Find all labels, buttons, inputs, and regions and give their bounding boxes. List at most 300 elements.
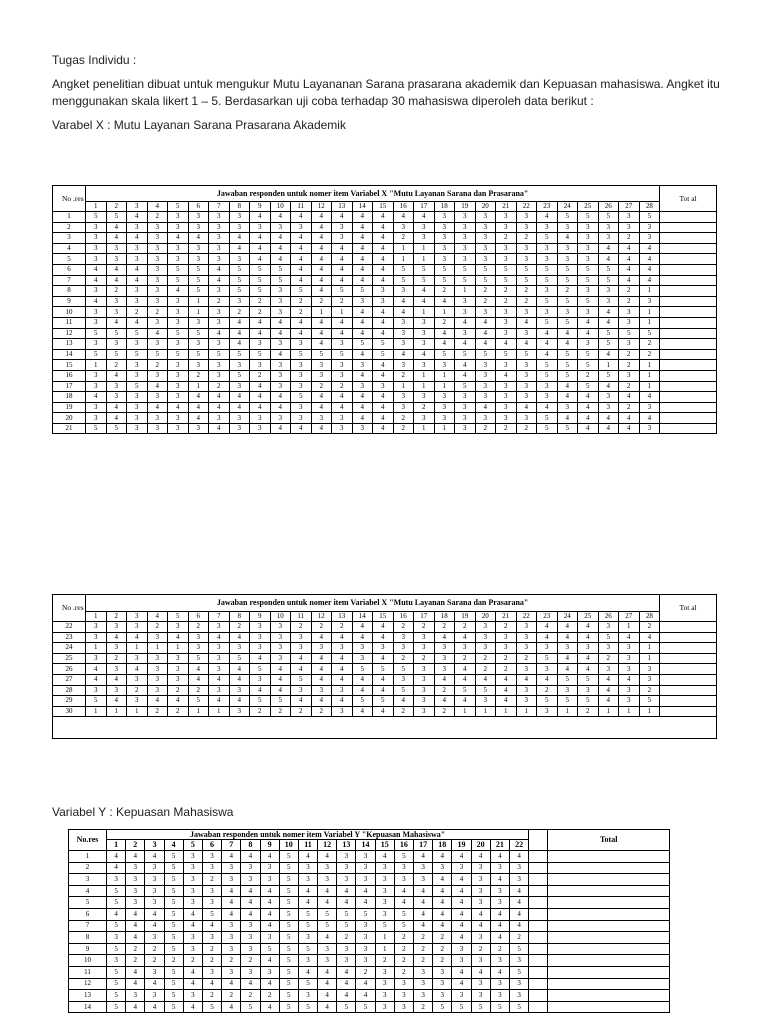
score-cell: 3 <box>516 328 537 339</box>
score-cell: 4 <box>598 381 619 392</box>
score-cell: 3 <box>516 254 537 265</box>
score-cell: 3 <box>598 392 619 403</box>
score-cell: 3 <box>496 360 517 371</box>
score-cell: 4 <box>337 978 356 990</box>
respondent-number-cell: 16 <box>53 370 86 381</box>
score-cell: 4 <box>250 381 271 392</box>
variable-x-table-part-2 <box>52 594 717 739</box>
table-row <box>53 381 717 392</box>
score-cell: 5 <box>260 943 279 955</box>
score-cell: 5 <box>557 296 578 307</box>
score-cell: 4 <box>598 696 619 707</box>
score-cell: 4 <box>126 966 145 978</box>
score-cell: 4 <box>578 653 599 664</box>
score-cell: 4 <box>311 233 332 244</box>
score-cell: 4 <box>352 349 373 360</box>
score-cell: 5 <box>291 674 312 685</box>
score-cell: 2 <box>332 622 353 633</box>
score-cell: 4 <box>452 978 471 990</box>
score-cell: 1 <box>434 370 455 381</box>
total-cell <box>548 885 670 897</box>
score-cell: 2 <box>145 955 164 967</box>
score-cell: 5 <box>168 349 189 360</box>
score-cell: 4 <box>145 851 164 863</box>
score-cell: 3 <box>639 233 660 244</box>
score-cell: 4 <box>332 674 353 685</box>
score-cell: 4 <box>337 990 356 1002</box>
score-cell: 4 <box>86 392 107 403</box>
score-cell: 3 <box>475 370 496 381</box>
respondent-number-cell: 5 <box>53 254 86 265</box>
score-cell: 5 <box>337 1001 356 1013</box>
score-cell: 3 <box>332 370 353 381</box>
blank-cell <box>529 862 548 874</box>
score-cell: 4 <box>168 286 189 297</box>
score-cell: 4 <box>188 413 209 424</box>
score-cell: 2 <box>393 423 414 434</box>
score-cell: 1 <box>147 643 168 654</box>
score-cell: 3 <box>147 254 168 265</box>
table-row <box>69 943 670 955</box>
table-row <box>53 643 717 654</box>
score-cell: 4 <box>311 696 332 707</box>
score-cell: 4 <box>434 296 455 307</box>
score-cell: 3 <box>145 932 164 944</box>
score-cell: 2 <box>455 653 476 664</box>
score-cell: 3 <box>375 966 394 978</box>
respondent-number-cell: 13 <box>69 990 107 1002</box>
score-cell: 3 <box>598 222 619 233</box>
score-cell: 3 <box>168 413 189 424</box>
score-cell: 4 <box>106 264 127 275</box>
score-cell: 5 <box>164 897 183 909</box>
score-cell: 5 <box>291 349 312 360</box>
score-cell: 3 <box>496 632 517 643</box>
score-cell: 3 <box>147 370 168 381</box>
blank-cell <box>529 966 548 978</box>
score-cell: 4 <box>475 674 496 685</box>
respondent-number-cell: 2 <box>53 222 86 233</box>
score-cell: 3 <box>127 339 148 350</box>
score-cell: 2 <box>516 233 537 244</box>
score-cell: 4 <box>352 264 373 275</box>
score-cell: 2 <box>250 307 271 318</box>
score-cell: 4 <box>337 897 356 909</box>
score-cell: 3 <box>393 339 414 350</box>
score-cell: 4 <box>455 339 476 350</box>
score-cell: 3 <box>475 392 496 403</box>
score-cell: 3 <box>471 978 490 990</box>
score-cell: 3 <box>557 402 578 413</box>
item-number-header: 3 <box>127 202 148 212</box>
score-cell: 3 <box>639 674 660 685</box>
score-cell: 3 <box>147 423 168 434</box>
score-cell: 3 <box>639 423 660 434</box>
score-cell: 3 <box>356 874 375 886</box>
score-cell: 4 <box>270 254 291 265</box>
total-cell <box>660 349 717 360</box>
total-cell <box>660 307 717 318</box>
score-cell: 5 <box>578 674 599 685</box>
score-cell: 5 <box>250 275 271 286</box>
score-cell: 3 <box>578 286 599 297</box>
score-cell: 3 <box>168 392 189 403</box>
table-row <box>53 413 717 424</box>
score-cell: 3 <box>496 402 517 413</box>
score-cell: 3 <box>414 328 435 339</box>
score-cell: 3 <box>106 254 127 265</box>
score-cell: 2 <box>619 233 640 244</box>
total-cell <box>660 674 717 685</box>
score-cell: 3 <box>537 243 558 254</box>
score-cell: 4 <box>373 317 394 328</box>
score-cell: 4 <box>619 392 640 403</box>
score-cell: 3 <box>496 392 517 403</box>
score-cell: 1 <box>188 307 209 318</box>
score-cell: 3 <box>598 664 619 675</box>
score-cell: 5 <box>107 1001 126 1013</box>
item-number-header: 13 <box>332 202 353 212</box>
score-cell: 3 <box>270 653 291 664</box>
score-cell: 3 <box>414 874 433 886</box>
score-cell: 3 <box>394 862 413 874</box>
score-cell: 4 <box>578 402 599 413</box>
score-cell: 4 <box>311 243 332 254</box>
score-cell: 4 <box>209 264 230 275</box>
score-cell: 4 <box>291 653 312 664</box>
score-cell: 5 <box>578 296 599 307</box>
score-cell: 5 <box>279 932 298 944</box>
score-cell: 2 <box>434 706 455 717</box>
table-row <box>69 897 670 909</box>
score-cell: 3 <box>475 233 496 244</box>
score-cell: 3 <box>222 874 241 886</box>
score-cell: 4 <box>509 851 528 863</box>
score-cell: 3 <box>168 296 189 307</box>
score-cell: 3 <box>414 643 435 654</box>
score-cell: 2 <box>164 955 183 967</box>
score-cell: 5 <box>352 286 373 297</box>
score-cell: 3 <box>475 254 496 265</box>
score-cell: 3 <box>475 381 496 392</box>
score-cell: 4 <box>106 317 127 328</box>
score-cell: 4 <box>183 966 202 978</box>
score-cell: 5 <box>279 908 298 920</box>
score-cell: 4 <box>373 264 394 275</box>
score-cell: 3 <box>106 622 127 633</box>
score-cell: 3 <box>222 966 241 978</box>
score-cell: 5 <box>164 851 183 863</box>
item-number-header: 8 <box>229 612 250 622</box>
score-cell: 3 <box>639 664 660 675</box>
score-cell: 5 <box>86 212 107 223</box>
total-cell <box>548 943 670 955</box>
score-cell: 4 <box>241 885 260 897</box>
item-number-header: 1 <box>86 612 107 622</box>
score-cell: 4 <box>578 328 599 339</box>
item-number-header: 13 <box>332 612 353 622</box>
score-cell: 1 <box>639 381 660 392</box>
table-row <box>53 222 717 233</box>
score-cell: 3 <box>229 413 250 424</box>
score-cell: 3 <box>414 339 435 350</box>
score-cell: 1 <box>414 243 435 254</box>
score-cell: 3 <box>639 222 660 233</box>
score-cell: 4 <box>311 653 332 664</box>
score-cell: 4 <box>352 674 373 685</box>
score-cell: 5 <box>373 339 394 350</box>
score-cell: 4 <box>127 212 148 223</box>
score-cell: 4 <box>183 1001 202 1013</box>
score-cell: 5 <box>279 885 298 897</box>
table-row <box>53 674 717 685</box>
score-cell: 3 <box>188 632 209 643</box>
score-cell: 4 <box>250 653 271 664</box>
score-cell: 5 <box>164 862 183 874</box>
respondent-number-cell: 7 <box>53 275 86 286</box>
total-cell <box>660 392 717 403</box>
score-cell: 3 <box>188 360 209 371</box>
score-cell: 3 <box>496 643 517 654</box>
score-cell: 3 <box>86 632 107 643</box>
score-cell: 5 <box>229 370 250 381</box>
score-cell: 5 <box>188 264 209 275</box>
score-cell: 3 <box>578 254 599 265</box>
score-cell: 4 <box>434 632 455 643</box>
score-cell: 3 <box>147 243 168 254</box>
score-cell: 4 <box>332 696 353 707</box>
score-cell: 3 <box>496 222 517 233</box>
score-cell: 5 <box>250 664 271 675</box>
table-row <box>53 212 717 223</box>
score-cell: 3 <box>147 264 168 275</box>
score-cell: 3 <box>168 307 189 318</box>
score-cell: 4 <box>127 664 148 675</box>
score-cell: 3 <box>168 360 189 371</box>
score-cell: 4 <box>414 212 435 223</box>
score-cell: 5 <box>291 286 312 297</box>
score-cell: 3 <box>188 212 209 223</box>
score-cell: 4 <box>168 402 189 413</box>
score-cell: 4 <box>229 674 250 685</box>
score-cell: 3 <box>260 932 279 944</box>
score-cell: 3 <box>145 966 164 978</box>
score-cell: 4 <box>147 328 168 339</box>
score-cell: 2 <box>311 622 332 633</box>
score-cell: 4 <box>291 275 312 286</box>
score-cell: 2 <box>332 381 353 392</box>
score-cell: 4 <box>202 920 221 932</box>
score-cell: 3 <box>337 943 356 955</box>
score-cell: 5 <box>164 990 183 1002</box>
blank-cell <box>529 874 548 886</box>
score-cell: 5 <box>270 264 291 275</box>
score-cell: 5 <box>318 920 337 932</box>
table-row <box>53 360 717 371</box>
score-cell: 5 <box>279 978 298 990</box>
score-cell: 5 <box>455 275 476 286</box>
score-cell: 3 <box>414 966 433 978</box>
score-cell: 5 <box>537 423 558 434</box>
score-cell: 4 <box>509 885 528 897</box>
respondent-number-cell: 22 <box>53 622 86 633</box>
score-cell: 4 <box>291 212 312 223</box>
score-cell: 3 <box>127 413 148 424</box>
score-cell: 3 <box>475 212 496 223</box>
score-cell: 5 <box>164 932 183 944</box>
score-cell: 3 <box>332 222 353 233</box>
score-cell: 4 <box>86 296 107 307</box>
score-cell: 4 <box>318 978 337 990</box>
score-cell: 5 <box>537 233 558 244</box>
score-cell: 4 <box>356 897 375 909</box>
no-res-header: No .res <box>53 595 86 622</box>
score-cell: 4 <box>250 243 271 254</box>
score-cell: 3 <box>311 413 332 424</box>
score-cell: 4 <box>126 932 145 944</box>
table-row <box>53 349 717 360</box>
score-cell: 2 <box>393 653 414 664</box>
score-cell: 1 <box>619 622 640 633</box>
score-cell: 4 <box>311 286 332 297</box>
score-cell: 4 <box>414 851 433 863</box>
total-cell <box>548 851 670 863</box>
score-cell: 2 <box>414 1001 433 1013</box>
blank-cell <box>529 920 548 932</box>
score-cell: 3 <box>352 381 373 392</box>
score-cell: 2 <box>202 943 221 955</box>
score-cell: 3 <box>106 664 127 675</box>
score-cell: 4 <box>452 920 471 932</box>
score-cell: 3 <box>202 932 221 944</box>
score-cell: 3 <box>516 381 537 392</box>
score-cell: 2 <box>147 212 168 223</box>
score-cell: 3 <box>393 643 414 654</box>
score-cell: 3 <box>452 943 471 955</box>
score-cell: 2 <box>209 296 230 307</box>
score-cell: 5 <box>127 328 148 339</box>
score-cell: 3 <box>311 685 332 696</box>
score-cell: 3 <box>188 423 209 434</box>
score-cell: 3 <box>455 643 476 654</box>
score-cell: 3 <box>455 296 476 307</box>
blank-cell <box>529 932 548 944</box>
score-cell: 3 <box>127 296 148 307</box>
score-cell: 2 <box>475 653 496 664</box>
score-cell: 3 <box>229 685 250 696</box>
score-cell: 5 <box>106 423 127 434</box>
item-number-header: 15 <box>373 612 394 622</box>
score-cell: 4 <box>260 908 279 920</box>
score-cell: 3 <box>393 222 414 233</box>
score-cell: 4 <box>260 920 279 932</box>
score-cell: 3 <box>537 643 558 654</box>
score-cell: 3 <box>471 885 490 897</box>
item-number-header: 5 <box>168 202 189 212</box>
score-cell: 4 <box>209 402 230 413</box>
score-cell: 4 <box>475 328 496 339</box>
score-cell: 3 <box>619 653 640 664</box>
score-cell: 3 <box>516 696 537 707</box>
score-cell: 3 <box>250 360 271 371</box>
score-cell: 4 <box>352 392 373 403</box>
score-cell: 1 <box>639 360 660 371</box>
score-cell: 5 <box>373 349 394 360</box>
respondent-number-cell: 25 <box>53 653 86 664</box>
score-cell: 5 <box>188 653 209 664</box>
item-number-header: 27 <box>619 202 640 212</box>
score-cell: 4 <box>509 897 528 909</box>
respondent-number-cell: 26 <box>53 664 86 675</box>
score-cell: 4 <box>557 339 578 350</box>
score-cell: 3 <box>107 955 126 967</box>
score-cell: 3 <box>127 370 148 381</box>
score-cell: 4 <box>375 851 394 863</box>
score-cell: 4 <box>145 978 164 990</box>
score-cell: 3 <box>516 212 537 223</box>
score-cell: 4 <box>373 423 394 434</box>
score-cell: 3 <box>127 360 148 371</box>
score-cell: 4 <box>452 851 471 863</box>
score-cell: 5 <box>352 339 373 350</box>
score-cell: 3 <box>86 339 107 350</box>
score-cell: 3 <box>352 653 373 664</box>
score-cell: 4 <box>373 222 394 233</box>
score-cell: 2 <box>639 622 660 633</box>
score-cell: 3 <box>298 955 317 967</box>
score-cell: 3 <box>516 632 537 643</box>
assignment-heading: Tugas Individu : <box>52 53 137 67</box>
total-cell <box>660 622 717 633</box>
score-cell: 3 <box>578 243 599 254</box>
respondent-number-cell: 5 <box>69 897 107 909</box>
score-cell: 2 <box>496 296 517 307</box>
score-cell: 4 <box>373 632 394 643</box>
score-cell: 3 <box>414 685 435 696</box>
score-cell: 5 <box>557 423 578 434</box>
total-cell <box>548 862 670 874</box>
score-cell: 1 <box>516 706 537 717</box>
score-cell: 4 <box>471 908 490 920</box>
score-cell: 3 <box>86 685 107 696</box>
respondent-number-cell: 1 <box>69 851 107 863</box>
score-cell: 3 <box>168 212 189 223</box>
score-cell: 3 <box>209 622 230 633</box>
score-cell: 5 <box>375 920 394 932</box>
score-cell: 5 <box>298 920 317 932</box>
total-cell <box>660 685 717 696</box>
score-cell: 4 <box>86 674 107 685</box>
score-cell: 3 <box>126 874 145 886</box>
total-cell <box>660 696 717 707</box>
score-cell: 4 <box>126 978 145 990</box>
total-cell <box>548 966 670 978</box>
total-cell <box>660 370 717 381</box>
score-cell: 3 <box>578 339 599 350</box>
score-cell: 4 <box>373 275 394 286</box>
score-cell: 2 <box>291 622 312 633</box>
score-cell: 4 <box>639 264 660 275</box>
score-cell: 3 <box>475 243 496 254</box>
score-cell: 4 <box>490 851 509 863</box>
score-cell: 3 <box>168 653 189 664</box>
score-cell: 3 <box>414 233 435 244</box>
score-cell: 4 <box>107 862 126 874</box>
score-cell: 3 <box>209 317 230 328</box>
score-cell: 4 <box>475 317 496 328</box>
score-cell: 4 <box>373 360 394 371</box>
score-cell: 5 <box>356 1001 375 1013</box>
